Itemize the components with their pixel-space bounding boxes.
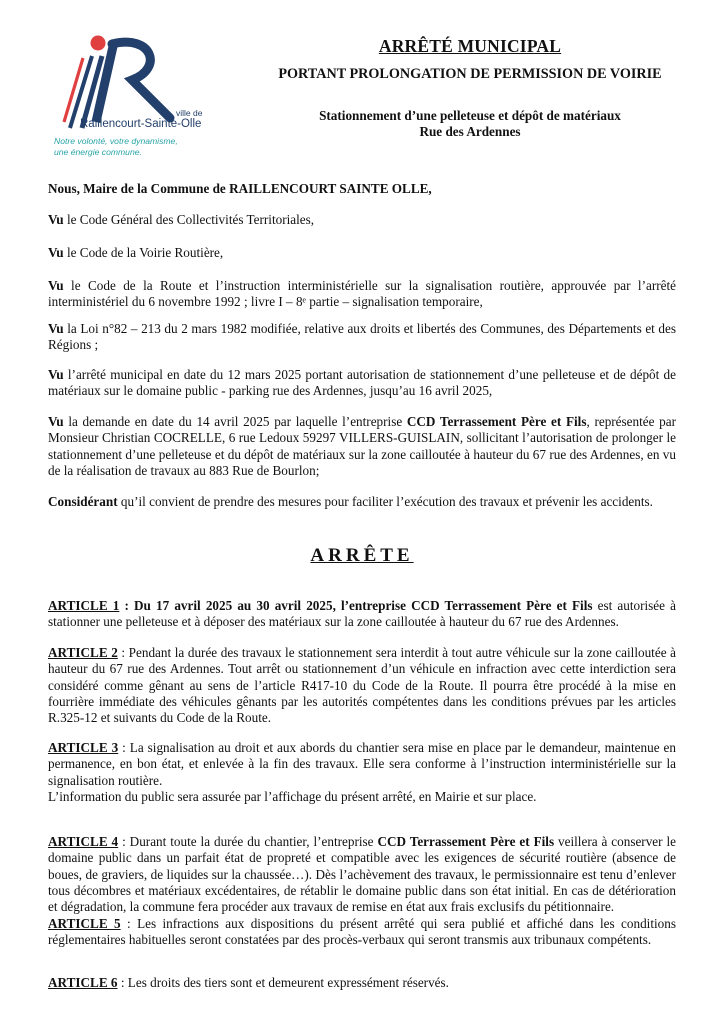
article-5 (48, 916, 676, 949)
vu-keyword: Vu (48, 367, 64, 382)
vu-keyword: Vu (48, 212, 64, 227)
vu-text: la demande en date du 14 avril 2025 par laquelle l’entreprise (63, 414, 407, 429)
company-name: CCD Terrassement Père et Fils (377, 834, 555, 849)
article-1 (48, 598, 676, 631)
article-6 (48, 975, 676, 991)
vu-paragraph-6 (48, 414, 676, 479)
article-4-text: : Durant toute la durée du chantier, l’entreprise (118, 834, 378, 849)
vu-paragraph-5 (48, 367, 676, 400)
vu-text: l’arrêté municipal en date du 12 mars 2025 portant autorisation de stationnement d’une pelleteuse et de dépôt de matériaux sur le domaine public - parking rue des Ardennes, jusqu’au 16 avril 2025, (48, 367, 676, 399)
vu-text-cont: , représentée par Monsieur Christian COCRELLE, 6 rue Ledoux 59297 VILLERS-GUISLAIN, sollicitant l’autorisation de prolonger le stationnement d’une pelleteuse et du dépôt de matériaux sur la zone cailloutée à hauteur du 67 rue des Ardennes, en vu de la réalisation de travaux au 883 Rue de Bourlon; (48, 414, 676, 478)
vu-text: la Loi n°82 – 213 du 2 mars 1982 modifiée, relative aux droits et libertés des Communes, des Départements et des Régions ; (48, 321, 676, 353)
article-6-label: ARTICLE 6 (48, 975, 118, 990)
vu-keyword: Vu (48, 245, 64, 260)
company-name: CCD Terrassement Père et Fils (406, 414, 587, 429)
article-3-text: : La signalisation au droit et aux abords du chantier sera mise en place par le demandeur, maintenue en permanence, en bon état, et enlevée à la fin des travaux. Elle sera conforme à l’instruction interministérielle sur la signalisation routière. (48, 740, 676, 788)
vu-keyword: Vu (48, 278, 64, 293)
article-2-text: : Pendant la durée des travaux le stationnement sera interdit à tout autre véhicule sur la zone cailloutée à hauteur du 67 rue des Ardennes. Tout arrêt ou stationnement d’un véhicule en infraction avec cette interdiction sera considéré comme gênant au sens de l’article R417-10 du Code de la Route. Il pourra être procédé à la mise en fourrière immédiate des véhicules gênants par les autorités compétentes dans les conditions prévues par les articles R.325-12 et suivants du Code de la Route. (48, 645, 677, 726)
vu-paragraph-3 (48, 278, 676, 311)
article-4-text-cont: veillera à conserver le domaine public dans un parfait état de propreté et compatible avec les exigences de sécurité routière (absence de boues, de graviers, de liquides sur la chaussée…). Dès l’achèvement des travaux, le permissionnaire est tenu d’enlever tous décombres et matériaux excédentaires, de rétablir le domaine public dans son état initial. En cas de détérioration et dégradation, la commune fera procéder aux travaux de remise en état aux frais exclusifs du pétitionnaire. (48, 834, 676, 915)
article-1-text: est autorisée à stationner une pelleteuse et à déposer des matériaux sur la zone cailloutée à hauteur du 67 rue des Ardennes. (48, 598, 676, 630)
vu-text: le Code Général des Collectivités Territoriales, (63, 212, 315, 227)
considerant-paragraph (48, 494, 676, 510)
article-3-label: ARTICLE 3 (48, 740, 119, 755)
vu-text: le Code de la Route et l’instruction interministérielle sur la signalisation routière, approuvée par l’arrêté interministériel du 6 novembre 1992 ; livre I – 8ᵉ partie – signalisation temporaire, (48, 278, 676, 310)
vu-paragraph-2 (48, 245, 676, 261)
article-3 (48, 740, 676, 805)
municipal-logo (52, 30, 212, 162)
intro-paragraph: Nous, Maire de la Commune de RAILLENCOURT SAINTE OLLE, (48, 181, 432, 196)
considerant-keyword: Considérant (48, 494, 118, 509)
vu-paragraph-4 (48, 321, 676, 354)
article-1-bold: : Du 17 avril 2025 au 30 avril 2025, l’entreprise CCD Terrassement Père et Fils (119, 598, 593, 613)
article-5-text: : Les infractions aux dispositions du présent arrêté qui sera publié et affiché dans les conditions réglementaires habituelles seront constatées par des procès-verbaux qui seront transmis aux tribunaux compétents. (48, 916, 676, 948)
subject-line-2: Rue des Ardennes (419, 124, 521, 139)
considerant-text: qu’il convient de prendre des mesures pour faciliter l’exécution des travaux et prévenir les accidents. (117, 494, 653, 509)
article-2-label: ARTICLE 2 (48, 645, 118, 660)
logo-town-name: Raillencourt-Sainte-Olle (80, 118, 202, 130)
page-subtitle: PORTANT PROLONGATION DE PERMISSION DE VOIRIE (278, 66, 662, 82)
vu-text: le Code de la Voirie Routière, (63, 245, 224, 260)
slogan-line-1: Notre volonté, votre dynamisme, (54, 136, 178, 146)
page-title: ARRÊTÉ MUNICIPAL (378, 36, 562, 56)
vu-keyword: Vu (48, 321, 64, 336)
vu-paragraph-1 (48, 212, 676, 228)
article-4-label: ARTICLE 4 (48, 834, 119, 849)
article-3-text-2: L’information du public sera assurée par l’affichage du présent arrêté, en Mairie et sur place. (48, 788, 537, 804)
article-4 (48, 834, 676, 915)
arrete-heading: ARRÊTE (310, 545, 414, 566)
article-2 (48, 645, 676, 726)
article-1-label: ARTICLE 1 (48, 598, 120, 613)
subject-line-1: Stationnement d’une pelleteuse et dépôt de matériaux (319, 108, 621, 123)
slogan-line-2: une énergie commune. (54, 147, 142, 157)
article-5-label: ARTICLE 5 (48, 916, 121, 931)
logo-slogan (54, 136, 178, 158)
article-6-text: : Les droits des tiers sont et demeurent expressément réservés. (117, 975, 449, 990)
logo-ville-text: ville de (176, 108, 203, 118)
vu-keyword: Vu (48, 414, 64, 429)
